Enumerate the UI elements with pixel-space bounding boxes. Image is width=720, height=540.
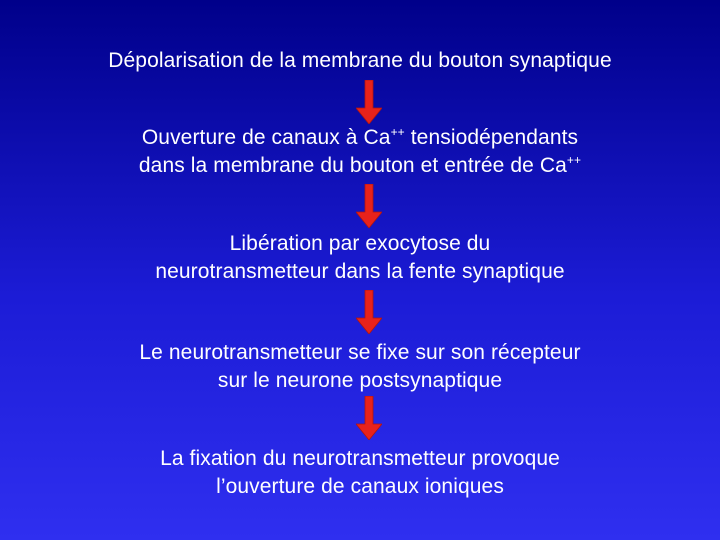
step-4-line-2: sur le neurone postsynaptique xyxy=(217,369,503,392)
step-1 xyxy=(0,47,720,75)
arrow-down-icon xyxy=(356,396,382,440)
step-5 xyxy=(0,445,720,501)
step-3 xyxy=(0,230,720,286)
step-1-line-1-text: Dépolarisation de la membrane du bouton synaptique xyxy=(108,49,612,72)
step-5-line-1: La fixation du neurotransmetteur provoque xyxy=(160,447,560,470)
step-4-line-1: Le neurotransmetteur se fixe sur son récepteur xyxy=(139,341,581,364)
step-2-line-1 xyxy=(0,124,720,152)
arrow-down-icon xyxy=(356,80,382,124)
step-2-line-2 xyxy=(0,152,720,180)
arrow-down-icon xyxy=(356,184,382,228)
arrow-down-icon xyxy=(356,290,382,334)
step-2-line-1-text: Ouverture de canaux à Ca xyxy=(141,126,391,149)
step-2-line-1-text-after: tensiodépendants xyxy=(404,126,579,149)
step-1-line-1 xyxy=(0,47,720,75)
step-4 xyxy=(0,339,720,395)
step-5-line-2: l’ouverture de canaux ioniques xyxy=(216,475,504,498)
step-2-line-2-superscript: ++ xyxy=(566,153,582,167)
step-2 xyxy=(0,124,720,180)
step-3-line-1: Libération par exocytose du xyxy=(229,232,491,255)
step-3-line-2: neurotransmetteur dans la fente synaptique xyxy=(155,260,565,283)
step-2-line-2-text: dans la membrane du bouton et entrée de Ca xyxy=(138,154,567,177)
step-2-line-1-superscript: ++ xyxy=(390,125,405,139)
